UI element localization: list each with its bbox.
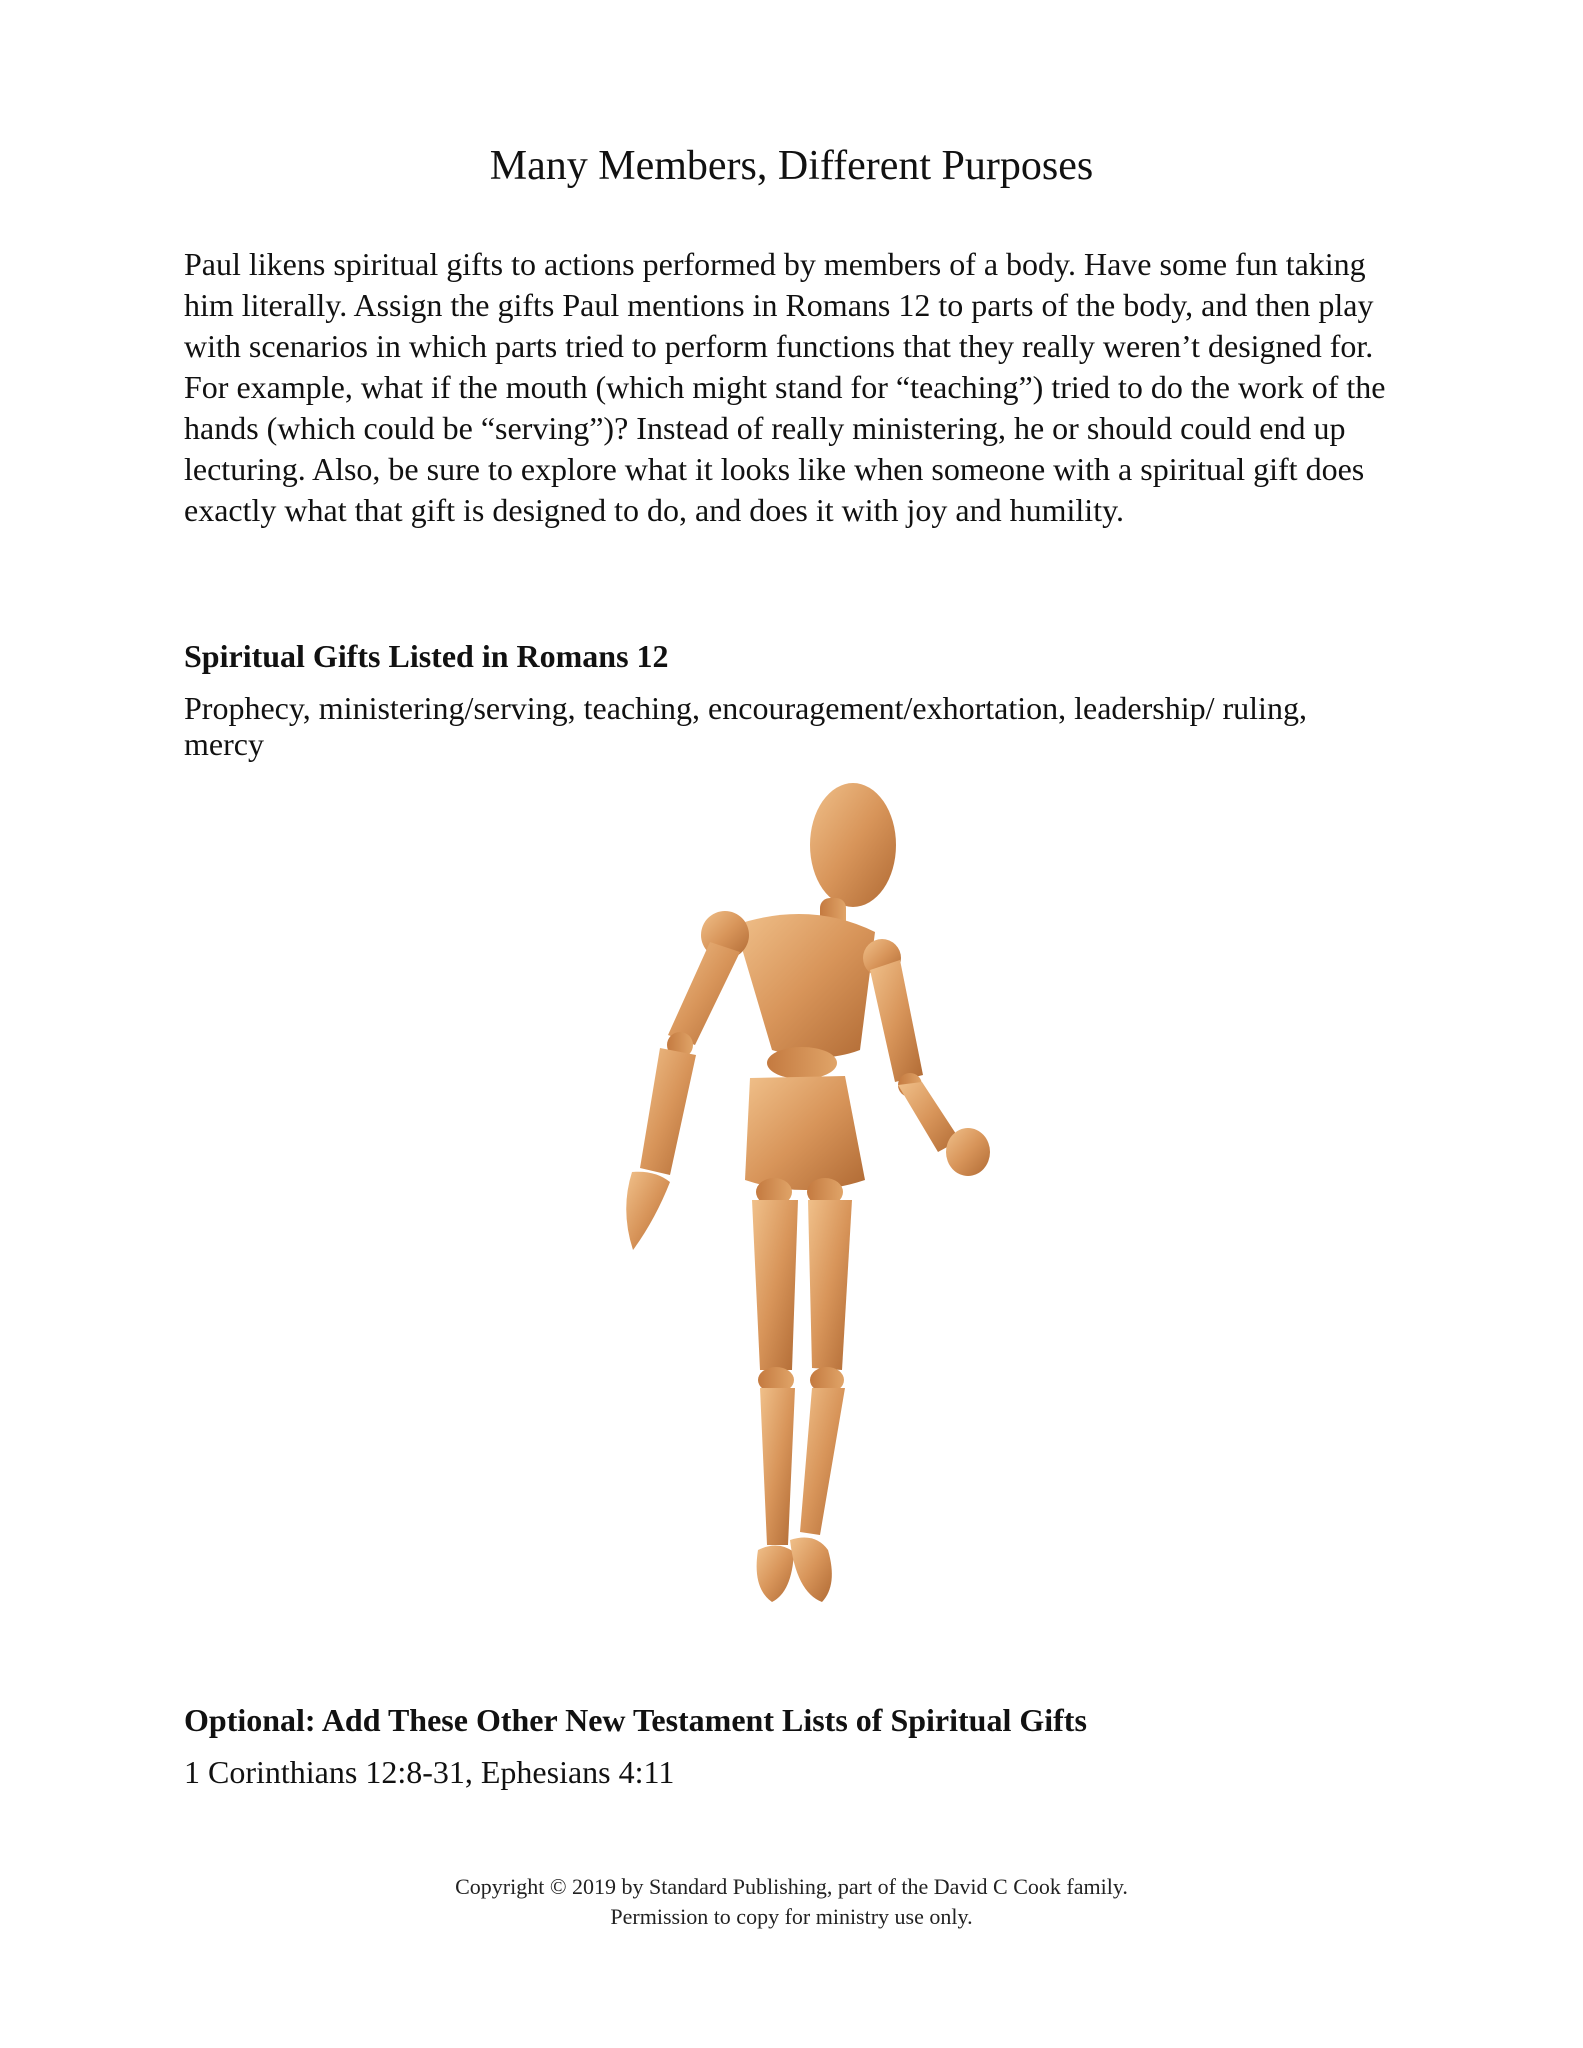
mannequin-head [810,783,896,907]
copyright-line: Copyright © 2019 by Standard Publishing, part of the David C Cook family. [455,1874,1128,1899]
optional-references: 1 Corinthians 12:8-31, Ephesians 4:11 [184,1754,675,1790]
mannequin-waist [767,1047,837,1079]
mannequin-left-upper-arm [668,942,740,1045]
mannequin-svg [520,780,1040,1660]
page-title: Many Members, Different Purposes [489,143,1094,189]
gifts-heading: Spiritual Gifts Listed in Romans 12 [184,638,669,674]
mannequin-right-hand [946,1128,990,1176]
mannequin-left-foot [757,1545,794,1602]
gifts-list: Prophecy, ministering/serving, teaching, encouragement/exhortation, leadership/ ruling, mercy [184,690,1307,762]
optional-heading: Optional: Add These Other New Testament Lists of Spiritual Gifts [184,1702,1087,1738]
intro-paragraph: Paul likens spiritual gifts to actions performed by members of a body. Have some fun taking him literally. Assign the gifts Paul mentions in Romans 12 to parts of the body, and then play with scenarios in which parts tried to perform functions that they really weren’t designed for. For example, what if the mouth (which might stand for “teaching”) tried to do the work of the hands (which could be “serving”)? Instead of really ministering, he or should could end up lecturing. Also, be sure to explore what it looks like when someone with a spiritual gift does exactly what that gift is designed to do, and does it with joy and humility. [184,246,1386,528]
permission-line: Permission to copy for ministry use only. [610,1904,973,1929]
mannequin-right-thigh [808,1200,852,1370]
mannequin-right-shin [800,1388,845,1535]
mannequin-chest [735,914,875,1057]
mannequin-right-foot [790,1538,832,1602]
wooden-mannequin-illustration [520,780,1040,1660]
copyright-footer [0,1872,1583,1932]
mannequin-right-upper-arm [870,960,923,1082]
mannequin-left-hand [626,1172,670,1250]
mannequin-left-forearm [640,1048,696,1175]
mannequin-left-shin [760,1388,795,1545]
mannequin-left-thigh [752,1200,798,1370]
mannequin-pelvis [745,1076,865,1190]
